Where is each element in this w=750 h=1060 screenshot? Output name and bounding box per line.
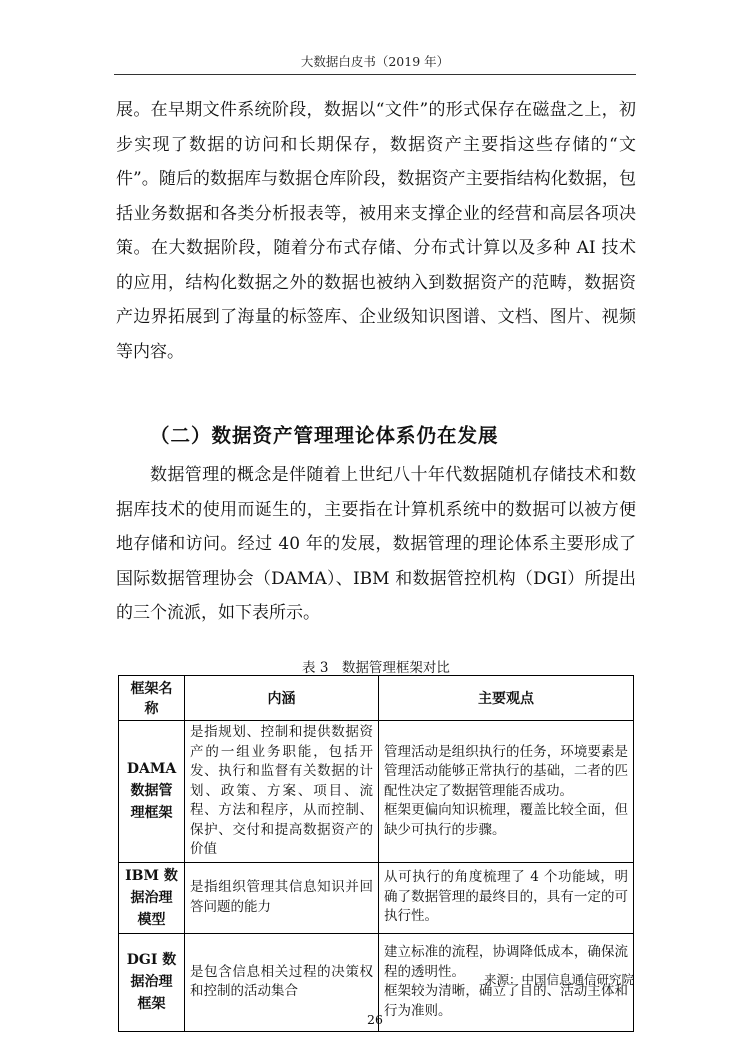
- header-main-view: 主要观点: [379, 676, 634, 721]
- header-connotation: 内涵: [185, 676, 379, 721]
- view-point: 框架更偏向知识梳理，覆盖比较全面，但缺少可执行的步骤。: [384, 802, 628, 838]
- framework-connotation: 是包含信息相关过程的决策权和控制的活动集合: [185, 933, 379, 1031]
- framework-connotation: 是指组织管理其信息知识并回答问题的能力: [185, 862, 379, 933]
- section-heading: （二）数据资产管理理论体系仍在发展: [150, 424, 499, 447]
- framework-main-view: [379, 721, 634, 863]
- header-framework-name: 框架名称: [119, 676, 185, 721]
- body-paragraph-2: 数据管理的概念是伴随着上世纪八十年代数据随机存储技术和数据库技术的使用而诞生的，主要指在计算机系统中的数据可以被方便地存储和访问。经过 40 年的发展，数据管理的理论体系主要形成了国际数据管理协会（DAMA）、IBM 和数据管控机构（DGI）所提出的三个流派，如下表所示。: [116, 465, 636, 623]
- table-row-ibm: [119, 862, 634, 933]
- framework-main-view: [379, 862, 634, 933]
- table-source-note: 来源：中国信息通信研究院: [483, 972, 634, 987]
- framework-name: DGI 数据治理框架: [119, 933, 185, 1031]
- framework-name: IBM 数据治理模型: [119, 862, 185, 933]
- table-row-dama: [119, 721, 634, 863]
- header-divider: [114, 74, 636, 75]
- table-caption: 表 3 数据管理框架对比: [302, 660, 450, 676]
- table-header-row: [119, 676, 634, 721]
- framework-connotation: 是指规划、控制和提供数据资产的一组业务职能，包括开发、执行和监督有关数据的计划、政策、方案、项目、流程、方法和程序，从而控制、保护、交付和提高数据资产的价值: [185, 721, 379, 863]
- framework-name: DAMA 数据管理框架: [119, 721, 185, 863]
- view-point: 建立标准的流程，协调降低成本，确保流程的透明性。: [384, 944, 628, 980]
- view-point: 框架较为清晰，确立了目的、活动主体和行为准则。: [384, 983, 628, 1019]
- page-number: 26: [367, 1012, 383, 1027]
- view-point: 从可执行的角度梳理了 4 个功能域，明确了数据管理的最终目的，具有一定的可执行性。: [384, 869, 628, 925]
- body-paragraph-1: 展。在早期文件系统阶段，数据以“文件”的形式保存在磁盘之上，初步实现了数据的访问和长期保存，数据资产主要指这些存储的“文件”。随后的数据库与数据仓库阶段，数据资产主要指结构化数据，包括业务数据和各类分析报表等，被用来支撑企业的经营和高层各项决策。在大数据阶段，随着分布式存储、分布式计算以及多种 AI 技术的应用，结构化数据之外的数据也被纳入到数据资产的范畴，数据资产边界拓展到了海量的标签库、企业级知识图谱、文档、图片、视频等内容。: [116, 100, 636, 362]
- running-header: 大数据白皮书（2019 年）: [300, 54, 450, 69]
- view-point: 管理活动是组织执行的任务，环境要素是管理活动能够正常执行的基础，二者的匹配性决定了数据管理能否成功。: [384, 743, 628, 799]
